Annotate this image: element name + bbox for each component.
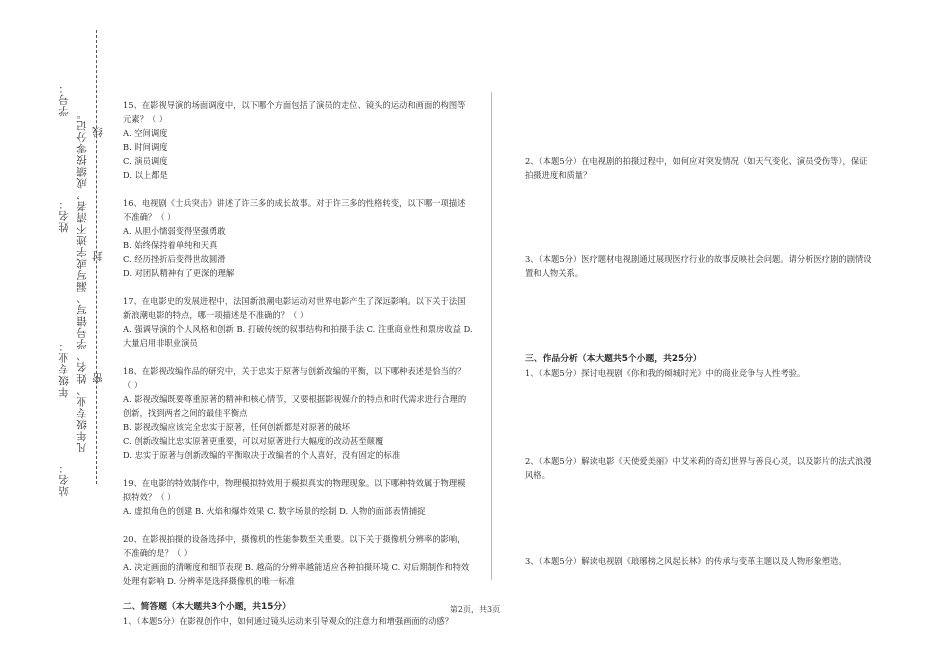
question-16-option-b: B. 始终保持着单纯和天真 <box>123 240 218 250</box>
left-column <box>123 98 473 628</box>
question-18 <box>123 364 473 462</box>
analysis-2: 2、（本题5分）解读电影《天使爱美丽》中艾米莉的奇幻世界与善良心灵，以及影片的法式浪漫风格。 <box>525 456 872 480</box>
question-16-stem: 16、电视剧《士兵突击》讲述了许三多的成长故事。对于许三多的性格转变，以下哪一项描述不准确？（ ） <box>123 198 466 222</box>
question-18-option-c: C. 创新改编比忠实原著更重要，可以对原著进行大幅度的改动甚至颠覆 <box>123 436 384 446</box>
name-label: 姓名： <box>58 198 70 233</box>
short-answer-3: 3、（本题5分）医疗题材电视剧通过展现医疗行业的故事反映社会问题。请分析医疗剧的剧情设置和人物关系。 <box>525 254 872 278</box>
question-19-stem: 19、在电影的特效制作中，物理模拟特效用于模拟真实的物理现象。以下哪种特效属于物理模拟特效？（ ） <box>123 478 466 502</box>
question-18-option-b: B. 影视改编应该完全忠实于原著，任何创新都是对原著的破坏 <box>123 422 351 432</box>
id-label: 学号： <box>58 82 70 117</box>
binding-warning: 凡年级专业、姓名、学号错写、漏写或字迹不清者，成绩按零分记。 <box>76 108 88 453</box>
question-20 <box>123 532 473 588</box>
analysis-1: 1、（本题5分）探讨电视剧《你和我的倾城时光》中的商业竞争与人性考验。 <box>525 368 806 378</box>
seal-mi: 密 <box>92 372 104 384</box>
question-20-stem: 20、在影视拍摄的设备选择中，摄像机的性能参数至关重要。以下关于摄像机分辨率的影响，不准确的是？（ ） <box>123 534 466 558</box>
question-17 <box>123 294 473 350</box>
question-20-options: A. 决定画面的清晰度和细节表现 B. 越高的分辨率越能适应各种拍摄环境 C. 对后期制作和特效处理有影响 D. 分辨率是选择摄像机的唯一标准 <box>123 562 470 586</box>
question-15-option-d: D. 以上都是 <box>123 170 168 180</box>
station-label: 站名： <box>58 462 70 497</box>
section-2-title: 二、简答题（本大题共3个小题，共15分） <box>123 602 291 612</box>
question-15-option-c: C. 演员调度 <box>123 156 168 166</box>
question-15-option-a: A. 空间调度 <box>123 128 168 138</box>
major-label: 年级专业： <box>58 340 70 398</box>
page-footer: 第2页，共3页 <box>449 605 501 614</box>
question-19-options: A. 虚拟角色的创建 B. 火焰和爆炸效果 C. 数字场景的绘制 D. 人物的面部表情捕捉 <box>123 506 426 516</box>
question-19 <box>123 476 473 518</box>
question-17-options: A. 强调导演的个人风格和创新 B. 打破传统的叙事结构和拍摄手法 C. 注重商业性和票房收益 D. 大量启用非职业演员 <box>123 324 473 348</box>
binding-strip <box>0 0 118 672</box>
question-15-stem: 15、在影视导演的场面调度中，以下哪个方面包括了演员的走位、镜头的运动和画面的构图等元素？（ ） <box>123 100 466 124</box>
question-15 <box>123 98 473 182</box>
question-18-stem: 18、在影视改编作品的研究中，关于忠实于原著与创新改编的平衡，以下哪种表述是恰当的？（ ） <box>123 366 466 390</box>
seal-feng: 封 <box>92 250 104 262</box>
column-divider <box>491 92 492 580</box>
question-16-option-c: C. 经历挫折后变得世故圆滑 <box>123 254 226 264</box>
seal-xian: 线 <box>92 126 104 138</box>
short-answer-2: 2、（本题5分）在电视剧的拍摄过程中，如何应对突发情况（如天气变化、演员受伤等），保证拍摄进度和质量？ <box>525 156 868 180</box>
question-18-option-a: A. 影视改编既要尊重原著的精神和核心情节，又要根据影视媒介的特点和时代需求进行合理的创新，找到两者之间的最佳平衡点 <box>123 394 467 418</box>
question-16-option-a: A. 从胆小懦弱变得坚强勇敢 <box>123 226 226 236</box>
section-3-title: 三、作品分析（本大题共5个小题，共25分） <box>525 354 702 364</box>
question-17-stem: 17、在电影史的发展进程中，法国新浪潮电影运动对世界电影产生了深远影响。以下关于法国新浪潮电影的特点，哪一项描述是不准确的？（ ） <box>123 296 466 320</box>
question-16 <box>123 196 473 280</box>
short-answer-1: 1、（本题5分）在影视创作中，如何通过镜头运动来引导观众的注意力和增强画面的动感？ <box>123 616 453 626</box>
question-15-option-b: B. 时间调度 <box>123 142 168 152</box>
question-18-option-d: D. 忠实于原著与创新改编的平衡取决于改编者的个人喜好，没有固定的标准 <box>123 450 401 460</box>
analysis-3: 3、（本题5分）解读电视剧《琅琊榜之风起长林》的传承与变革主题以及人物形象塑造。 <box>525 556 847 566</box>
binding-dashed-line <box>96 30 97 484</box>
question-16-option-d: D. 对团队精神有了更深的理解 <box>123 268 235 278</box>
